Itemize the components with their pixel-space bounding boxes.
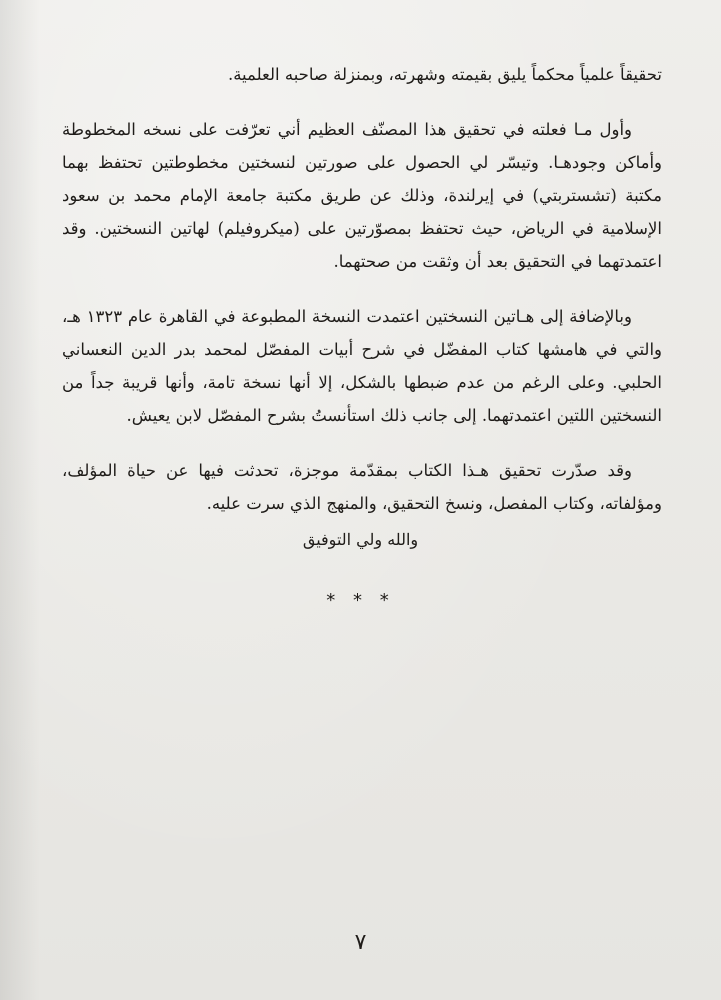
- closing-line: والله ولي التوفيق: [302, 530, 419, 549]
- section-separator: * * *: [326, 590, 395, 611]
- paragraph-3: وبالإضافة إلى هـاتين النسختين اعتمدت النسخة المطبوعة في القاهرة عام ١٣٢٣ هـ، والتي في هامشها كتاب المفضّل في شرح أبيات المفصّل لمحمد بدر الدين النعساني الحلبي. وعلى الرغم من عدم ضبطها بالشكل، إلا أنها نسخة تامة، وأنها قريبة جداً من النسختين اللتين اعتمدتهما. إلى جانب ذلك استأنستُ بشرح المفصّل لابن يعيش.: [62, 307, 662, 425]
- page-edge-shadow: [0, 0, 40, 1000]
- body-text: [62, 58, 662, 542]
- paragraph-4: وقد صدّرت تحقيق هـذا الكتاب بمقدّمة موجزة، تحدثت فيها عن حياة المؤلف، ومؤلفاته، وكتاب المفصل، ونسخ التحقيق، والمنهج الذي سرت عليه.: [62, 461, 662, 513]
- paragraph-2: وأول مـا فعلته في تحقيق هذا المصنّف العظيم أني تعرّفت على نسخه المخطوطة وأماكن وجودهـا. وتيسّر لي الحصول على صورتين لنسختين مخطوطتين تحتفظ بهما مكتبة (تشستربتي) في إيرلندة، وذلك عن طريق مكتبة جامعة الإمام محمد بن سعود الإسلامية في الرياض، حيث تحتفظ بمصوّرتين على (ميكروفيلم) لهاتين النسختين. وقد اعتمدتهما في التحقيق بعد أن وثقت من صحتهما.: [62, 120, 662, 271]
- page-number: ٧: [354, 930, 367, 955]
- paragraph-1: تحقيقاً علمياً محكماً يليق بقيمته وشهرته، وبمنزلة صاحبه العلمية.: [227, 65, 662, 84]
